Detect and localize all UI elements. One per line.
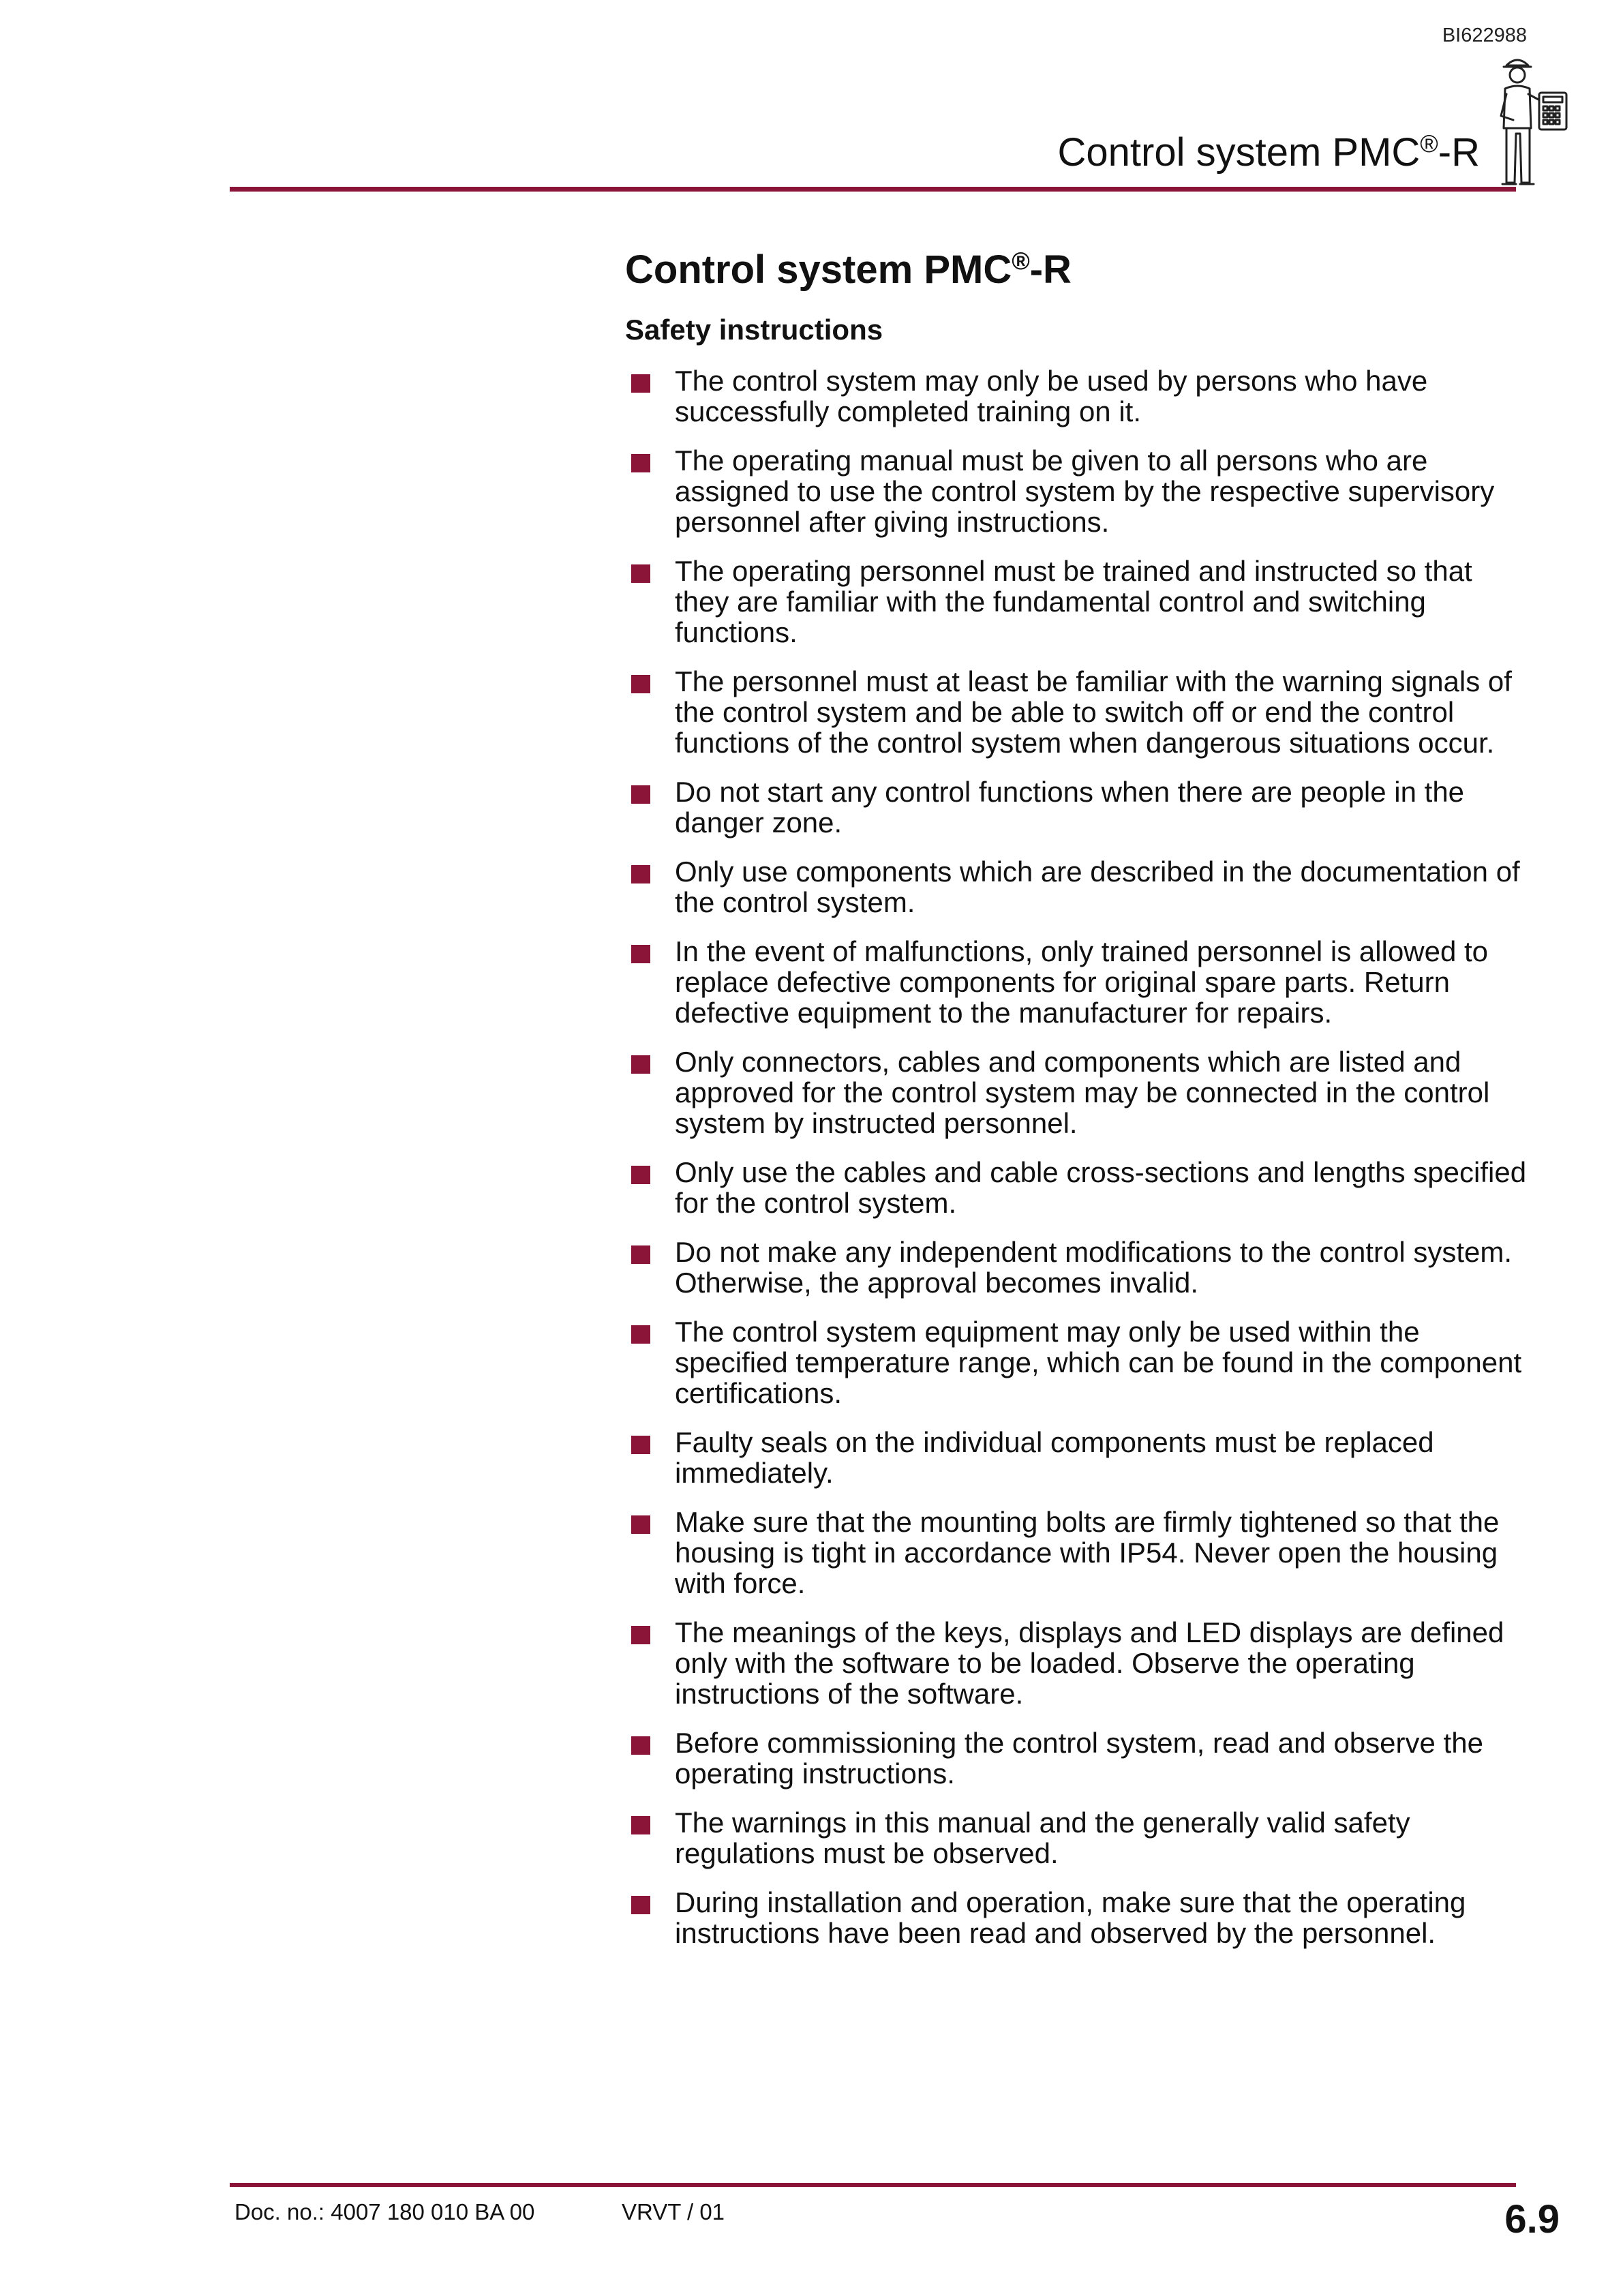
list-item	[625, 445, 1532, 537]
square-bullet-icon	[631, 374, 650, 393]
list-item-text: Before commissioning the control system, read and observe the operating instructions.	[675, 1727, 1483, 1789]
list-item	[625, 1046, 1532, 1138]
list-item-text: Faulty seals on the individual components must be replaced immediately.	[675, 1426, 1434, 1489]
square-bullet-icon	[631, 1736, 650, 1755]
square-bullet-icon	[631, 675, 650, 693]
footer-rule	[230, 2183, 1516, 2187]
square-bullet-icon	[631, 785, 650, 804]
list-item	[625, 1727, 1532, 1789]
square-bullet-icon	[631, 1626, 650, 1644]
worker-with-control-panel-icon	[1486, 53, 1575, 190]
list-item	[625, 1507, 1532, 1599]
list-item	[625, 365, 1532, 427]
section-heading: Safety instructions	[625, 314, 883, 346]
list-item	[625, 1807, 1532, 1869]
page-title	[625, 247, 1072, 292]
list-item-text: The warnings in this manual and the generally valid safety regulations must be observed.	[675, 1807, 1410, 1869]
square-bullet-icon	[631, 1245, 650, 1264]
running-header-title	[1058, 130, 1480, 175]
document-number: Doc. no.: 4007 180 010 BA 00	[234, 2199, 535, 2224]
registered-mark: ®	[1012, 247, 1030, 275]
square-bullet-icon	[631, 564, 650, 583]
list-item-text: The operating personnel must be trained and instructed so that they are familiar with the fundamental control and switching functions.	[675, 555, 1472, 648]
square-bullet-icon	[631, 1515, 650, 1534]
list-item-text: The control system may only be used by persons who have successfully completed training on it.	[675, 365, 1428, 427]
page-title-suffix: -R	[1029, 247, 1072, 292]
list-item	[625, 856, 1532, 918]
list-item	[625, 1617, 1532, 1709]
list-item-text: Only connectors, cables and components which are listed and approved for the control system may be connected in the control system by instructed personnel.	[675, 1046, 1490, 1139]
list-item	[625, 666, 1532, 758]
list-item	[625, 1316, 1532, 1408]
safety-instructions-list	[625, 365, 1532, 1967]
list-item-text: Do not make any independent modifications to the control system. Otherwise, the approval becomes invalid.	[675, 1236, 1513, 1299]
list-item	[625, 1887, 1532, 1948]
square-bullet-icon	[631, 1436, 650, 1454]
list-item	[625, 936, 1532, 1028]
list-item	[625, 556, 1532, 648]
list-item	[625, 776, 1532, 838]
list-item-text: The control system equipment may only be used within the specified temperature range, which can be found in the component certifications.	[675, 1316, 1522, 1409]
square-bullet-icon	[631, 945, 650, 963]
square-bullet-icon	[631, 454, 650, 472]
square-bullet-icon	[631, 865, 650, 883]
list-item-text: The meanings of the keys, displays and LED displays are defined only with the software to be loaded. Observe the operating instructions of the software.	[675, 1616, 1504, 1710]
page-number: 6.9	[1504, 2197, 1560, 2241]
registered-mark: ®	[1420, 130, 1438, 158]
document-reference: BI622988	[1442, 25, 1527, 46]
revision-code: VRVT / 01	[622, 2199, 725, 2224]
list-item-text: Only use the cables and cable cross-sections and lengths specified for the control system.	[675, 1156, 1527, 1219]
square-bullet-icon	[631, 1896, 650, 1914]
list-item-text: The personnel must at least be familiar with the warning signals of the control system and be able to switch off or end the control functions of the control system when dangerous situations occur.	[675, 665, 1512, 759]
list-item-text: Only use components which are described in the documentation of the control system.	[675, 856, 1520, 918]
list-item-text: Do not start any control functions when there are people in the danger zone.	[675, 776, 1465, 839]
square-bullet-icon	[631, 1166, 650, 1184]
list-item-text: In the event of malfunctions, only trained personnel is allowed to replace defective components for original spare parts. Return defective equipment to the manufacturer for repairs.	[675, 935, 1489, 1029]
list-item-text: Make sure that the mounting bolts are firmly tightened so that the housing is tight in accordance with IP54. Never open the housing with force.	[675, 1506, 1500, 1599]
square-bullet-icon	[631, 1055, 650, 1074]
header-rule	[230, 187, 1516, 192]
list-item	[625, 1237, 1532, 1298]
list-item	[625, 1427, 1532, 1488]
list-item-text: During installation and operation, make sure that the operating instructions have been read and observed by the personnel.	[675, 1886, 1466, 1949]
running-header-title-suffix: -R	[1438, 130, 1480, 175]
list-item-text: The operating manual must be given to all persons who are assigned to use the control system by the respective supervisory personnel after giving instructions.	[675, 444, 1495, 538]
square-bullet-icon	[631, 1816, 650, 1834]
square-bullet-icon	[631, 1325, 650, 1344]
running-header-title-main: Control system PMC	[1057, 130, 1421, 175]
page-title-main: Control system PMC	[625, 247, 1012, 292]
list-item	[625, 1157, 1532, 1218]
